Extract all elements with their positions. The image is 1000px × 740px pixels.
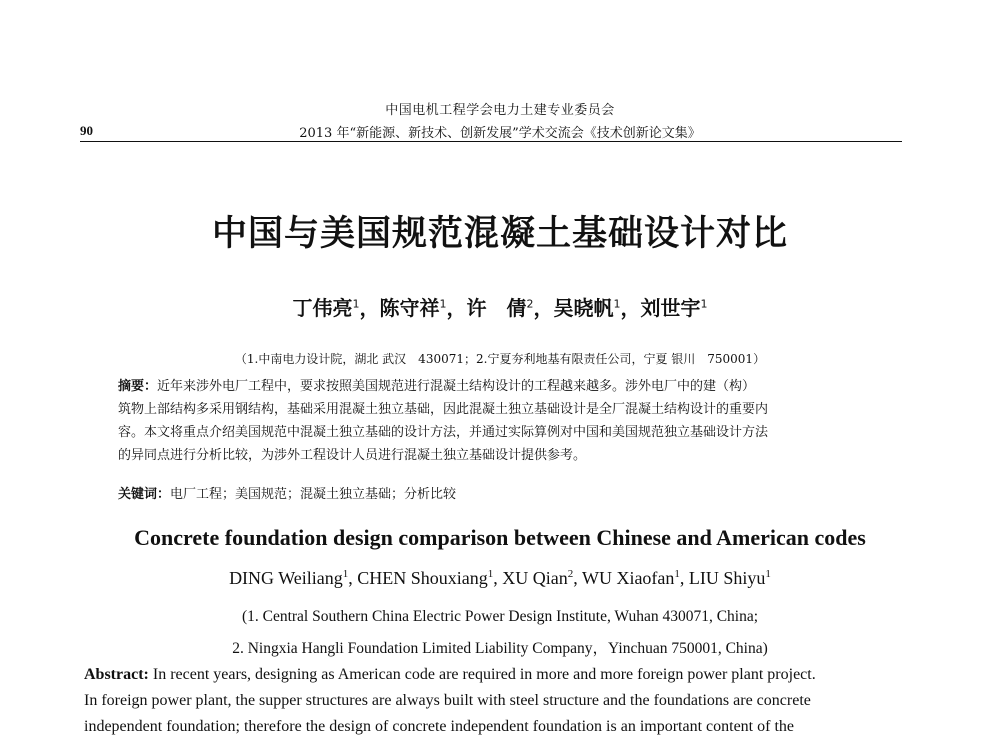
author-affil-sup: 2 <box>526 297 534 311</box>
author-affil-sup: 1 <box>352 297 360 311</box>
affiliation-en-line1: (1. Central Southern China Electric Power Design Institute, Wuhan 430071, China; <box>241 608 759 625</box>
author-affil-sup: 1 <box>487 568 494 580</box>
paper-title-en: Concrete foundation design comparison between Chinese and American codes <box>134 525 866 550</box>
keywords-cn-text: 电厂工程；美国规范；混凝土独立基础；分析比较 <box>170 487 457 502</box>
author-affil-sup: 1 <box>765 568 771 580</box>
running-header-proceedings: 2013 年“新能源、新技术、创新发展”学术交流会《技术创新论文集》 <box>299 126 701 141</box>
abstract-en-line: independent foundation; therefore the design of concrete independent foundation is an important content of the <box>84 718 794 735</box>
abstract-cn-line: 的异同点进行分析比较，为涉外工程设计人员进行混凝土独立基础设计提供参考。 <box>118 448 587 463</box>
author-en: LIU Shiyu <box>688 568 766 588</box>
header-rule <box>80 141 902 142</box>
author-en: XU Qian <box>502 568 568 588</box>
authors-cn: 丁伟亮$^1$，陈守祥$^1$，许 倩$^2$，吴晓帆$^1$，刘世宇$^1$ <box>292 296 708 320</box>
author-affil-sup: 2 <box>567 568 574 580</box>
abstract-en-line: In foreign power plant, the supper structures are always built with steel structure and the foundations are concrete <box>84 692 811 709</box>
abstract-cn-line: 容。本文将重点介绍美国规范中混凝土独立基础的设计方法，并通过实际算例对中国和美国规范独立基础设计方法 <box>118 425 769 440</box>
keywords-cn <box>118 483 868 502</box>
author-affil-sup: 1 <box>700 297 708 311</box>
author-cn: 丁伟亮 <box>292 296 353 320</box>
affiliation-cn: （1.中南电力设计院，湖北 武汉 430071；2.宁夏夯利地基有限责任公司，宁夏 银川 750001） <box>234 352 766 366</box>
author-en: DING Weiliang <box>229 568 343 588</box>
author-affil-sup: 1 <box>439 297 447 311</box>
affiliation-en-line2: 2. Ningxia Hangli Foundation Limited Liability Company，Yinchuan 750001, China) <box>232 640 768 657</box>
running-header-committee: 中国电机工程学会电力土建专业委员会 <box>385 103 615 118</box>
author-affil-sup: 1 <box>674 568 680 580</box>
paper-title-cn: 中国与美国规范混凝土基础设计对比 <box>211 214 788 254</box>
abstract-en-line: Abstract: In recent years, designing as American code are required in more and more foreign power plant project. <box>84 666 816 683</box>
author-en: WU Xiaofan <box>581 568 675 588</box>
authors-en: DING Weiliang$^1$, CHEN Shouxiang$^1$, XU Qian$^2$, WU Xiaofan$^1$, LIU Shiyu$^1$ <box>229 568 771 588</box>
abstract-cn <box>118 375 868 467</box>
author-affil-sup: 1 <box>342 568 349 580</box>
keywords-cn-label: 关键词： <box>118 487 171 502</box>
author-affil-sup: 1 <box>613 297 621 311</box>
author-cn: 陈守祥 <box>379 296 440 320</box>
abstract-cn-label: 摘要： <box>118 379 158 394</box>
author-cn: 刘世宇 <box>640 296 701 320</box>
abstract-cn-line: 摘要：近年来涉外电厂工程中，要求按照美国规范进行混凝土结构设计的工程越来越多。涉外电厂中的建（构） <box>118 379 756 394</box>
author-en: CHEN Shouxiang <box>357 568 488 588</box>
page-number: 90 <box>80 123 93 138</box>
abstract-en <box>84 662 902 740</box>
abstract-en-label: Abstract: <box>84 666 149 683</box>
author-cn: 吴晓帆 <box>553 296 614 320</box>
abstract-cn-line: 筑物上部结构多采用钢结构，基础采用混凝土独立基础，因此混凝土独立基础设计是全厂混凝土结构设计的重要内 <box>118 402 769 417</box>
author-cn: 许 倩 <box>466 296 527 320</box>
